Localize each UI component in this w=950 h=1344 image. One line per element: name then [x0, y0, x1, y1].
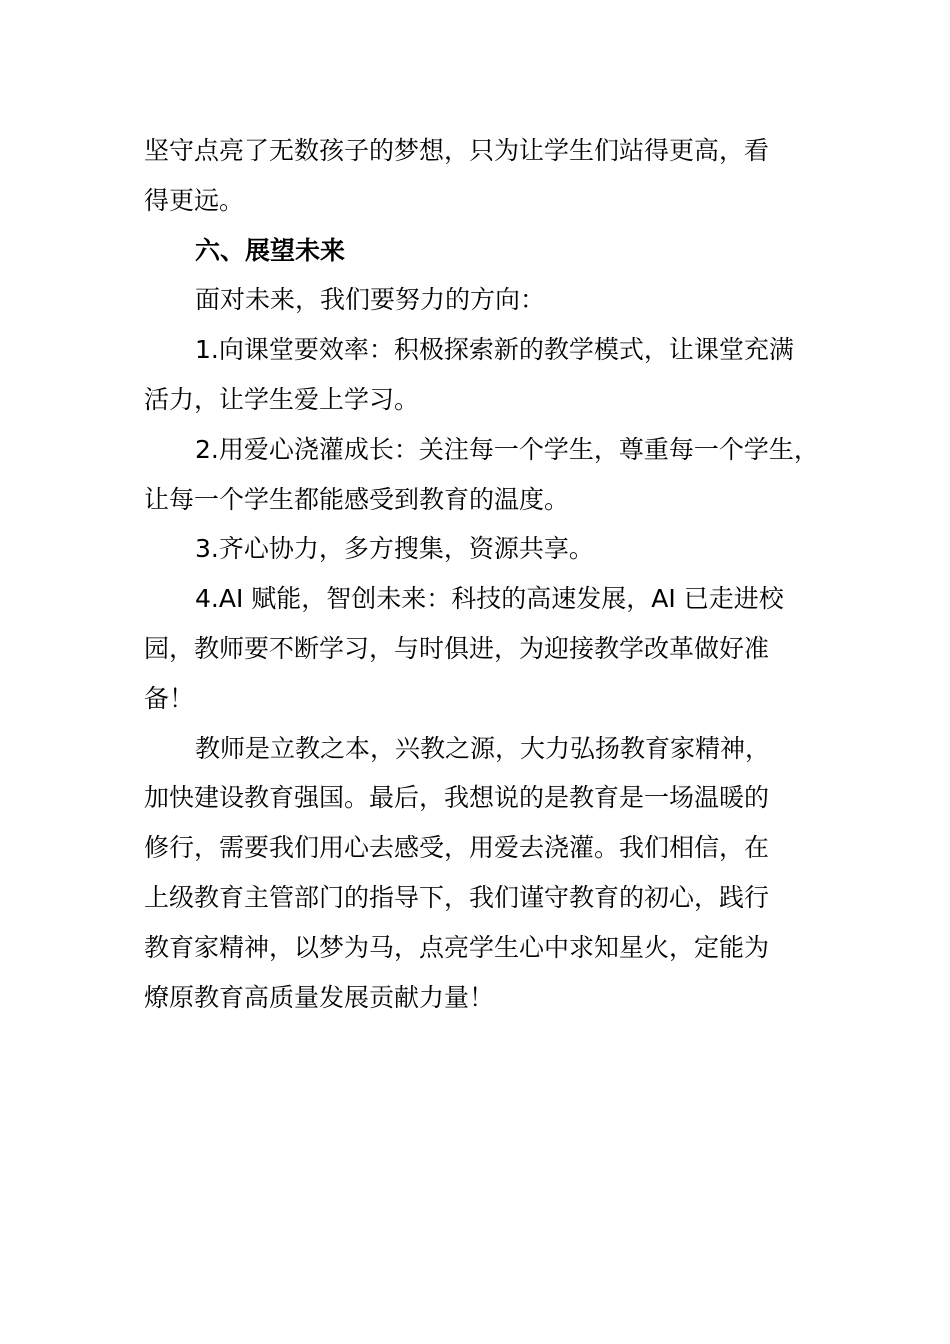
paragraph-line: 面对未来，我们要努力的方向：	[195, 285, 546, 315]
section-heading: 六、展望未来	[195, 235, 346, 265]
paragraph-line: 加快建设教育强国。最后，我想说的是教育是一场温暖的	[144, 783, 770, 813]
paragraph-line: 教师是立教之本，兴教之源，大力弘扬教育家精神，	[195, 733, 771, 763]
paragraph-line: 得更远。	[144, 185, 245, 215]
list-item-1: 1.向课堂要效率：积极探索新的教学模式，让课堂充满	[195, 335, 794, 365]
list-item-4: 4.AI 赋能，智创未来：科技的高速发展，AI 已走进校	[195, 584, 784, 614]
paragraph-line: 让每一个学生都能感受到教育的温度。	[144, 484, 570, 514]
paragraph-line: 上级教育主管部门的指导下，我们谨守教育的初心，践行	[144, 882, 770, 912]
document-body	[144, 126, 834, 1022]
list-item-3: 3.齐心协力，多方搜集，资源共享。	[195, 534, 594, 564]
paragraph-line: 燎原教育高质量发展贡献力量！	[144, 982, 495, 1012]
paragraph-line: 坚守点亮了无数孩子的梦想，只为让学生们站得更高，看	[144, 136, 770, 165]
list-item-2: 2.用爱心浇灌成长：关注每一个学生，尊重每一个学生，	[195, 434, 819, 464]
paragraph-line: 备！	[144, 683, 195, 713]
paragraph-line: 园，教师要不断学习，与时俱进，为迎接教学改革做好准	[144, 633, 770, 663]
paragraph-line: 修行，需要我们用心去感受，用爱去浇灌。我们相信，在	[144, 833, 770, 863]
paragraph-line: 活力，让学生爱上学习。	[144, 384, 420, 414]
paragraph-line: 教育家精神，以梦为马，点亮学生心中求知星火，定能为	[144, 932, 770, 962]
